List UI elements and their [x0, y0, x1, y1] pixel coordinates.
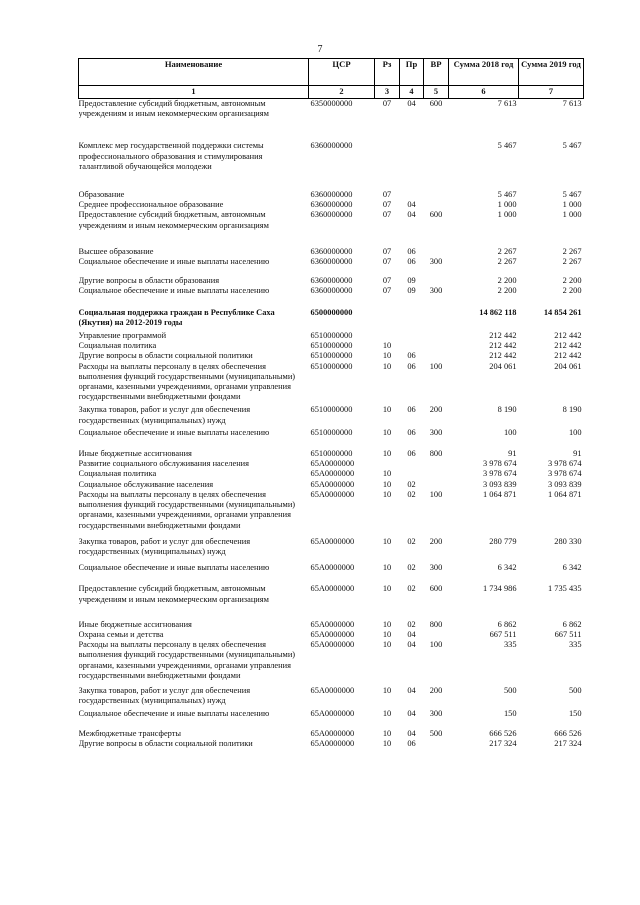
rz-cell: 07 — [382, 190, 392, 200]
rz-cell: 10 — [382, 619, 392, 629]
sum-2018-cell: 7 613 — [497, 99, 517, 108]
column-number: 4 — [400, 86, 424, 99]
rz-cell — [375, 141, 400, 190]
name: Среднее профессиональное образование — [78, 200, 224, 210]
pr-cell: 09 — [407, 286, 416, 296]
vr-cell: 200 — [429, 405, 443, 415]
sum-2019-cell: 6 862 — [562, 619, 582, 629]
sum-2018-cell: 100 — [503, 427, 517, 437]
sum-2018-cell: 5 467 — [497, 141, 517, 151]
sum-2019-cell: 3 978 674 — [548, 469, 582, 479]
rz-cell — [375, 308, 400, 331]
header-sum-2019: Сумма 2019 год — [519, 59, 584, 86]
column-number: 1 — [79, 86, 309, 99]
csr-cell: 65А0000000 — [310, 640, 355, 650]
table-row — [79, 257, 584, 276]
sum-2018-cell: 1 064 871 — [483, 489, 517, 499]
rz-cell: 10 — [382, 469, 392, 479]
rz-cell: 10 — [382, 536, 392, 546]
vr-cell — [424, 308, 449, 331]
pr-cell: 04 — [407, 709, 416, 719]
pr-cell: 04 — [407, 200, 416, 210]
sum-2018-cell: 14 862 118 — [479, 307, 517, 317]
table-row — [79, 480, 584, 490]
sum-2019-cell: 2 267 — [562, 257, 582, 267]
sum-2019-cell: 212 442 — [554, 331, 582, 341]
vr-cell — [424, 276, 449, 286]
rz-cell: 10 — [382, 427, 392, 437]
header-row — [79, 59, 584, 86]
sum-2018-cell: 3 093 839 — [483, 479, 517, 489]
pr-cell: 06 — [407, 351, 416, 361]
pr-cell: 04 — [407, 640, 416, 650]
name: Закупка товаров, работ и услуг для обеспечения государственных (муниципальных) нужд — [78, 685, 251, 706]
sum-2019-cell: 1 735 435 — [548, 584, 582, 594]
sum-2018-cell: 3 978 674 — [483, 469, 517, 479]
header-name: Наименование — [79, 59, 309, 86]
table-row — [79, 490, 584, 537]
pr-cell — [400, 308, 424, 331]
vr-cell — [424, 480, 449, 490]
rz-cell: 10 — [382, 640, 392, 650]
sum-2019-cell: 1 064 871 — [548, 489, 582, 499]
vr-cell — [424, 351, 449, 361]
rz-cell: 10 — [382, 728, 392, 738]
pr-cell: 04 — [407, 728, 416, 738]
csr-cell: 6350000000 — [310, 99, 353, 108]
csr-cell: 6360000000 — [310, 190, 353, 200]
vr-cell — [424, 341, 449, 351]
vr-cell — [424, 469, 449, 479]
sum-2019-cell: 335 — [568, 640, 582, 650]
table-row — [79, 141, 584, 190]
csr-cell: 6360000000 — [310, 286, 353, 296]
sum-2019-cell: 280 330 — [554, 536, 582, 546]
vr-cell: 300 — [429, 427, 443, 437]
name: Закупка товаров, работ и услуг для обеспечения государственных (муниципальных) нужд — [78, 536, 251, 556]
csr-cell: 65А0000000 — [310, 709, 355, 719]
table-row — [79, 276, 584, 286]
rz-cell: 10 — [382, 489, 392, 499]
name: Социальное обеспечение и иные выплаты населению — [78, 563, 270, 573]
pr-cell: 02 — [407, 479, 416, 489]
sum-2019-cell: 667 511 — [554, 629, 582, 639]
csr-cell: 6360000000 — [310, 257, 353, 267]
rz-cell: 10 — [382, 738, 392, 748]
pr-cell: 04 — [407, 99, 416, 108]
name: Другие вопросы в области социальной политики — [78, 738, 253, 748]
pr-cell: 02 — [407, 619, 416, 629]
csr-cell: 6510000000 — [310, 341, 353, 351]
sum-2018-cell: 1 000 — [497, 200, 517, 210]
table-row — [79, 351, 584, 361]
column-number: 7 — [519, 86, 584, 99]
vr-cell: 600 — [429, 99, 443, 108]
pr-cell — [400, 341, 424, 351]
vr-cell: 100 — [429, 640, 443, 650]
sum-2018-cell: 6 342 — [497, 563, 517, 573]
name: Развитие социального обслуживания населения — [78, 459, 250, 469]
sum-2019-cell: 6 342 — [562, 563, 582, 573]
sum-2018-cell: 335 — [503, 640, 517, 650]
csr-cell: 6510000000 — [310, 331, 353, 341]
table-row — [79, 362, 584, 406]
name: Расходы на выплаты персоналу в целях обеспечения выполнения функций государственными (муниципальными) органами, казенными учреждениями, органами управления государственными внебюджетными фондами — [78, 489, 296, 530]
column-number: 2 — [309, 86, 375, 99]
vr-cell: 200 — [429, 685, 443, 695]
sum-2018-cell: 3 978 674 — [483, 459, 517, 469]
sum-2019-cell: 2 267 — [562, 246, 582, 256]
sum-2019-cell: 2 200 — [562, 276, 582, 286]
vr-cell: 600 — [429, 584, 443, 594]
pr-cell: 04 — [407, 210, 416, 220]
csr-cell: 6360000000 — [310, 141, 353, 151]
csr-cell: 65А0000000 — [310, 489, 355, 499]
pr-cell: 04 — [407, 685, 416, 695]
sum-2019-cell: 150 — [568, 709, 582, 719]
pr-cell: 06 — [407, 257, 416, 267]
table-row — [79, 563, 584, 584]
table-row — [79, 405, 584, 427]
sum-2018-cell: 666 526 — [489, 728, 517, 738]
csr-cell: 6360000000 — [310, 276, 353, 286]
sum-2018-cell: 217 324 — [489, 738, 517, 748]
name: Иные бюджетные ассигнования — [78, 619, 192, 629]
pr-cell — [400, 141, 424, 190]
pr-cell: 06 — [407, 246, 416, 256]
sum-2019-cell: 500 — [568, 685, 582, 695]
sum-2019-cell: 212 442 — [554, 351, 582, 361]
budget-table — [78, 58, 584, 749]
sum-2019-cell: 100 — [568, 427, 582, 437]
sum-2018-cell: 667 511 — [489, 629, 517, 639]
csr-cell: 6500000000 — [310, 307, 353, 317]
csr-cell: 6510000000 — [310, 449, 353, 459]
sum-2018-cell: 212 442 — [489, 351, 517, 361]
rz-cell: 10 — [382, 563, 392, 573]
sum-2018-cell: 6 862 — [497, 619, 517, 629]
pr-cell — [400, 331, 424, 341]
rz-cell: 07 — [382, 210, 392, 220]
sum-2019-cell: 7 613 — [562, 99, 582, 108]
rz-cell: 10 — [382, 449, 392, 459]
name: Социальное обеспечение и иные выплаты населению — [78, 257, 270, 267]
csr-cell: 65А0000000 — [310, 685, 355, 695]
column-number: 5 — [424, 86, 449, 99]
rz-cell: 10 — [382, 584, 392, 594]
csr-cell: 65А0000000 — [310, 619, 355, 629]
rz-cell: 10 — [382, 629, 392, 639]
name: Социальное обеспечение и иные выплаты населению — [78, 709, 270, 719]
rz-cell: 10 — [382, 709, 392, 719]
rz-cell: 07 — [382, 286, 392, 296]
name: Расходы на выплаты персоналу в целях обеспечения выполнения функций государственными (муниципальными) органами, казенными учреждениями, органами управления государственными внебюджетными фондами — [78, 640, 296, 680]
sum-2019-cell: 1 000 — [562, 200, 582, 210]
rz-cell: 07 — [382, 276, 392, 286]
name: Социальное обеспечение и иные выплаты населению — [78, 427, 270, 437]
pr-cell: 02 — [407, 536, 416, 546]
sum-2018-cell: 2 200 — [497, 276, 517, 286]
table-row — [79, 630, 584, 640]
sum-2018-cell: 2 200 — [497, 286, 517, 296]
table-body — [79, 99, 584, 749]
name: Образование — [78, 190, 125, 200]
pr-cell — [400, 190, 424, 200]
sum-2019-cell: 14 854 261 — [543, 307, 582, 317]
rz-cell: 07 — [382, 257, 392, 267]
table-row — [79, 286, 584, 307]
vr-cell — [424, 200, 449, 210]
pr-cell: 02 — [407, 563, 416, 573]
sum-2018-cell: 91 — [508, 449, 517, 459]
vr-cell: 500 — [429, 728, 443, 738]
table-row — [79, 99, 584, 142]
table-row — [79, 620, 584, 630]
csr-cell: 6360000000 — [310, 210, 353, 220]
vr-cell: 800 — [429, 619, 443, 629]
rz-cell: 10 — [382, 351, 392, 361]
name: Межбюджетные трансферты — [78, 728, 182, 738]
rz-cell: 07 — [382, 200, 392, 210]
name: Иные бюджетные ассигнования — [78, 449, 192, 459]
rz-cell: 10 — [382, 341, 392, 351]
name: Комплекс мер государственной поддержки системы профессионального образования и стимулирования талантливой обучающейся молодежи — [78, 141, 264, 171]
vr-cell: 800 — [429, 449, 443, 459]
name: Социальная поддержка граждан в Республике Саха (Якутия) на 2012-2019 годы — [78, 307, 275, 327]
sum-2019-cell: 217 324 — [554, 738, 582, 748]
table-row — [79, 308, 584, 331]
name: Высшее образование — [78, 246, 154, 256]
pr-cell — [400, 469, 424, 479]
pr-cell: 02 — [407, 489, 416, 499]
vr-cell — [424, 630, 449, 640]
sum-2018-cell: 2 267 — [497, 246, 517, 256]
csr-cell: 6510000000 — [310, 361, 353, 371]
sum-2018-cell: 212 442 — [489, 341, 517, 351]
pr-cell: 02 — [407, 584, 416, 594]
table-row — [79, 459, 584, 469]
csr-cell: 6360000000 — [310, 246, 353, 256]
column-number: 3 — [375, 86, 400, 99]
name: Другие вопросы в области образования — [78, 276, 220, 286]
rz-cell — [375, 331, 400, 341]
name: Предоставление субсидий бюджетным, автономным учреждениям и иным некоммерческим организациям — [78, 584, 269, 604]
table-row — [79, 341, 584, 351]
vr-cell — [424, 459, 449, 469]
csr-cell: 6510000000 — [310, 405, 353, 415]
header-rz: Рз — [375, 59, 400, 86]
vr-cell: 200 — [429, 536, 443, 546]
sum-2018-cell: 280 779 — [489, 536, 517, 546]
csr-cell: 65А0000000 — [310, 459, 355, 469]
table-row — [79, 640, 584, 686]
table-row — [79, 739, 584, 749]
name: Управление программой — [78, 331, 167, 341]
csr-cell: 65А0000000 — [310, 629, 355, 639]
vr-cell — [424, 190, 449, 200]
vr-cell: 300 — [429, 563, 443, 573]
csr-cell: 65А0000000 — [310, 479, 355, 489]
table-row — [79, 686, 584, 709]
name: Социальное обеспечение и иные выплаты населению — [78, 286, 270, 296]
name: Социальная политика — [78, 341, 157, 351]
vr-cell — [424, 331, 449, 341]
vr-cell: 300 — [429, 709, 443, 719]
sum-2018-cell: 8 190 — [497, 405, 517, 415]
table-row — [79, 469, 584, 479]
csr-cell: 65А0000000 — [310, 738, 355, 748]
csr-cell: 65А0000000 — [310, 536, 355, 546]
sum-2018-cell: 5 467 — [497, 190, 517, 200]
vr-cell: 100 — [429, 361, 443, 371]
sum-2019-cell: 666 526 — [554, 728, 582, 738]
rz-cell — [375, 459, 400, 469]
rz-cell: 07 — [382, 246, 392, 256]
csr-cell: 65А0000000 — [310, 728, 355, 738]
table-row — [79, 709, 584, 728]
table-row — [79, 331, 584, 341]
header-sum-2018: Сумма 2018 год — [449, 59, 519, 86]
table-row — [79, 210, 584, 246]
csr-cell: 65А0000000 — [310, 563, 355, 573]
name: Закупка товаров, работ и услуг для обеспечения государственных (муниципальных) нужд — [78, 405, 251, 425]
vr-cell: 300 — [429, 257, 443, 267]
csr-cell: 65А0000000 — [310, 584, 355, 594]
pr-cell — [400, 459, 424, 469]
sum-2019-cell: 2 200 — [562, 286, 582, 296]
name: Социальное обслуживание населения — [78, 479, 214, 489]
csr-cell: 6360000000 — [310, 200, 353, 210]
table-row — [79, 200, 584, 210]
vr-cell: 300 — [429, 286, 443, 296]
name: Предоставление субсидий бюджетным, автономным учреждениям и иным некоммерческим организациям — [78, 99, 269, 119]
sum-2019-cell: 8 190 — [562, 405, 582, 415]
table-row — [79, 428, 584, 449]
sum-2019-cell: 91 — [573, 449, 582, 459]
sum-2019-cell: 5 467 — [562, 190, 582, 200]
pr-cell: 06 — [407, 361, 416, 371]
pr-cell: 06 — [407, 427, 416, 437]
name: Предоставление субсидий бюджетным, автономным учреждениям и иным некоммерческим организациям — [78, 210, 269, 230]
header-pr: Пр — [400, 59, 424, 86]
name: Социальная политика — [78, 469, 157, 479]
table-row — [79, 537, 584, 563]
table-row — [79, 247, 584, 257]
vr-cell — [424, 247, 449, 257]
sum-2019-cell: 3 978 674 — [548, 459, 582, 469]
vr-cell — [424, 141, 449, 190]
csr-cell: 65А0000000 — [310, 469, 355, 479]
header-vr: ВР — [424, 59, 449, 86]
sum-2019-cell: 212 442 — [554, 341, 582, 351]
page-number: 7 — [317, 44, 323, 55]
rz-cell: 10 — [382, 361, 392, 371]
vr-cell: 600 — [429, 210, 443, 220]
rz-cell: 10 — [382, 685, 392, 695]
csr-cell: 6510000000 — [310, 351, 353, 361]
vr-cell: 100 — [429, 489, 443, 499]
pr-cell: 06 — [407, 738, 416, 748]
csr-cell: 6510000000 — [310, 427, 353, 437]
name: Другие вопросы в области социальной политики — [78, 351, 253, 361]
pr-cell: 09 — [407, 276, 416, 286]
name: Расходы на выплаты персоналу в целях обеспечения выполнения функций государственными (муниципальными) органами, казенными учреждениями, органами управления государственными внебюджетными фондами — [78, 361, 296, 402]
table-row — [79, 729, 584, 739]
vr-cell — [424, 739, 449, 749]
sum-2019-cell: 3 093 839 — [548, 479, 582, 489]
rz-cell: 10 — [382, 479, 392, 489]
sum-2019-cell: 1 000 — [562, 210, 582, 220]
column-number: 6 — [449, 86, 519, 99]
sum-2018-cell: 204 061 — [489, 361, 517, 371]
sum-2018-cell: 212 442 — [489, 331, 517, 341]
column-number-row — [79, 86, 584, 99]
sum-2018-cell: 1 734 986 — [483, 584, 517, 594]
sum-2019-cell: 5 467 — [562, 141, 582, 151]
header-csr: ЦСР — [309, 59, 375, 86]
name: Охрана семьи и детства — [78, 629, 164, 639]
sum-2018-cell: 150 — [503, 709, 517, 719]
table-row — [79, 190, 584, 200]
sum-2018-cell: 500 — [503, 685, 517, 695]
pr-cell: 06 — [407, 449, 416, 459]
rz-cell: 07 — [382, 99, 392, 108]
pr-cell: 06 — [407, 405, 416, 415]
table-row — [79, 449, 584, 459]
table-row — [79, 584, 584, 619]
rz-cell: 10 — [382, 405, 392, 415]
sum-2019-cell: 204 061 — [554, 361, 582, 371]
pr-cell: 04 — [407, 629, 416, 639]
sum-2018-cell: 1 000 — [497, 210, 517, 220]
sum-2018-cell: 2 267 — [497, 257, 517, 267]
